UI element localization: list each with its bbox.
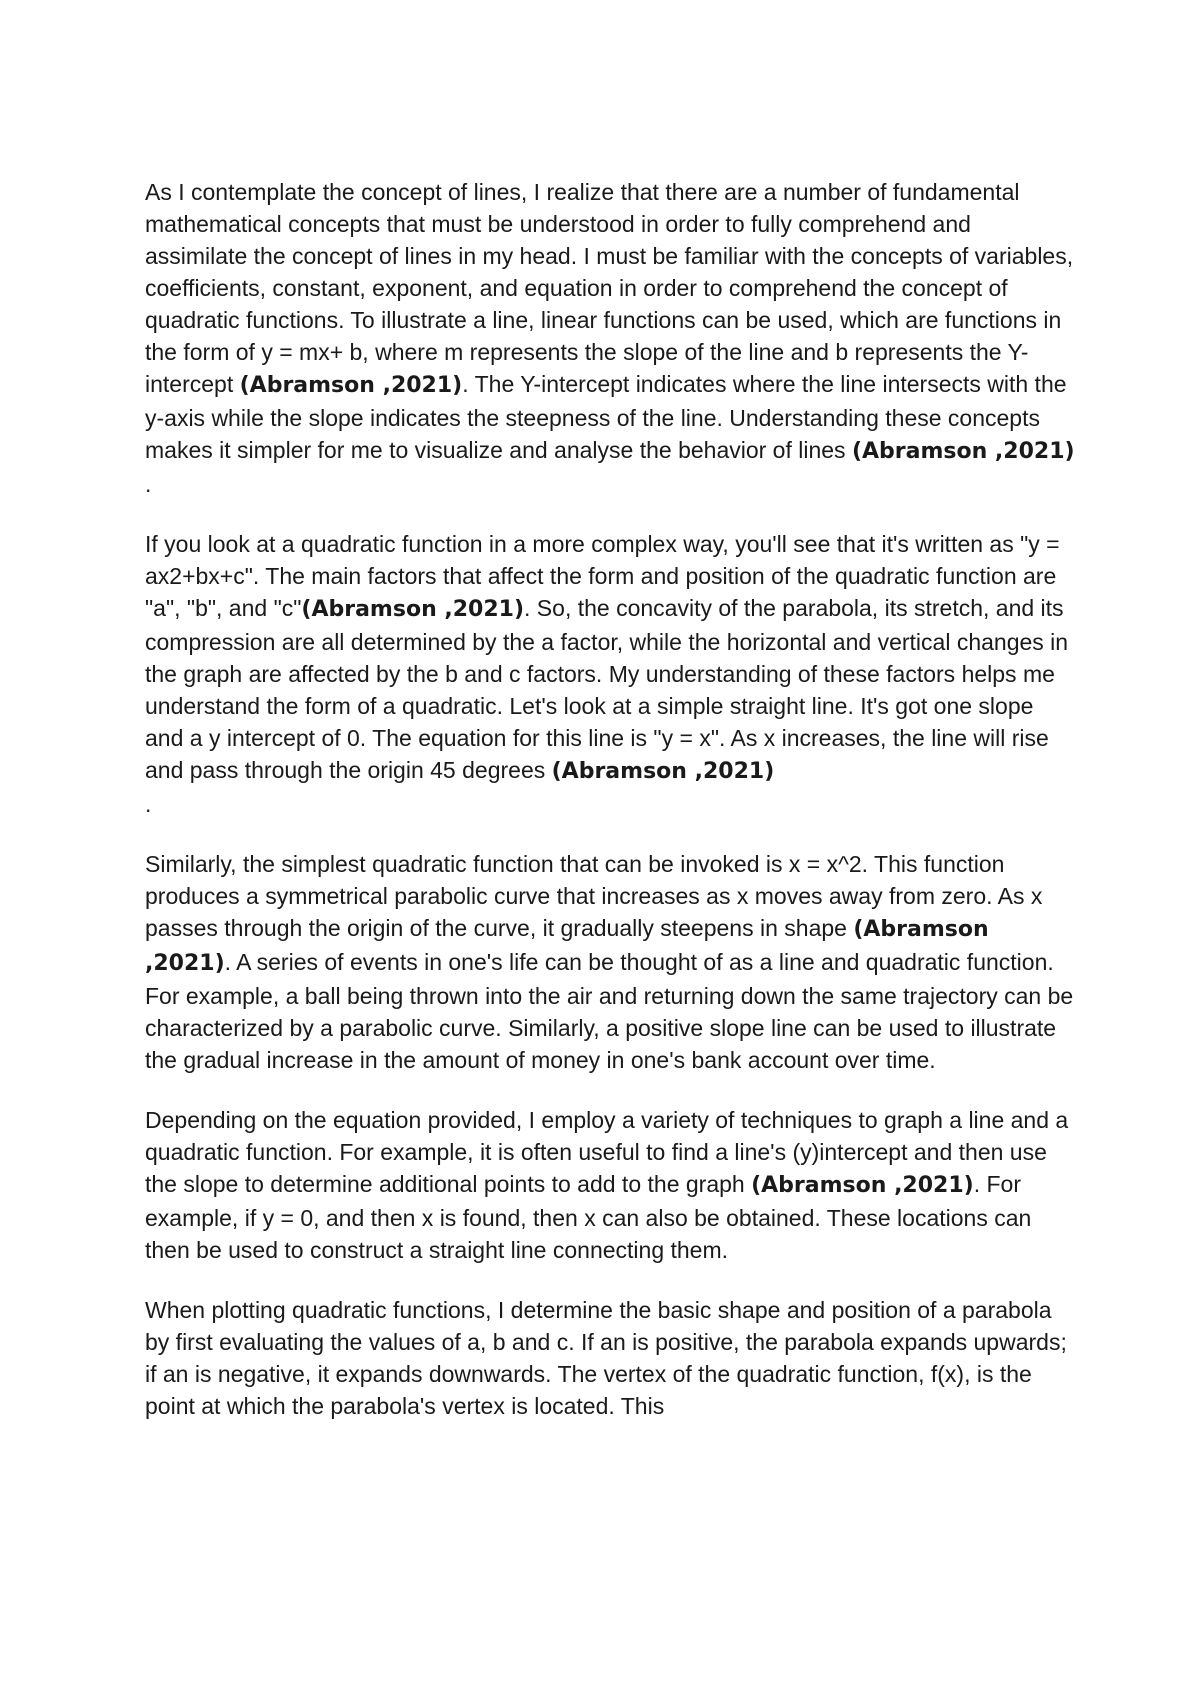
citation: (Abramson ,2021) xyxy=(551,759,775,784)
document-body xyxy=(145,176,1075,1422)
paragraph-text: Similarly, the simplest quadratic function that can be invoked is x = x^2. This function produces a symmetrical parabolic curve that increases as x moves away from zero. As x passes through the origin of the curve, it gradually steepens in shape xyxy=(145,851,1043,941)
paragraph-spacer xyxy=(145,500,1075,528)
paragraph-spacer xyxy=(145,820,1075,848)
stray-period: . xyxy=(145,791,152,817)
paragraph-text: If you look at a quadratic function in a more complex way, you'll see that it's written as "y = ax2+bx+c". The main factors that affect the form and position of the quadratic function are "a", "b", and "c" xyxy=(145,531,1060,621)
paragraph-graphing-techniques xyxy=(145,1104,1075,1266)
paragraph-lines-concept xyxy=(145,176,1075,468)
paragraph-text: When plotting quadratic functions, I determine the basic shape and position of a parabola by first evaluating the values of a, b and c. If an is positive, the parabola expands upwards; if an is negative, it expands downwards. The vertex of the quadratic function, f(x), is the point at which the parabola's vertex is located. This xyxy=(145,1297,1067,1419)
citation: (Abramson ,2021) xyxy=(239,373,463,398)
paragraph-plotting-quadratics xyxy=(145,1294,1075,1422)
stray-period: . xyxy=(145,471,152,497)
citation: (Abramson ,2021) xyxy=(851,439,1075,464)
paragraph-text: . The Y-intercept indicates where the line intersects with the y-axis while the slope indicates the steepness of the line. Understanding these concepts makes it simpler for me to visualize and analyse the behavior of lines xyxy=(145,371,1067,463)
paragraph-spacer xyxy=(145,1266,1075,1294)
paragraph-text: . A series of events in one's life can be thought of as a line and quadratic function. For example, a ball being thrown into the air and returning down the same trajectory can be characterized by a parabolic curve. Similarly, a positive slope line can be used to illustrate the gradual increase in the amount of money in one's bank account over time. xyxy=(145,949,1074,1073)
citation: (Abramson ,2021) xyxy=(301,597,525,622)
citation: (Abramson ,2021) xyxy=(751,1173,974,1198)
paragraph-text: . For example, if y = 0, and then x is found, then x can also be obtained. These locations can then be used to construct a straight line connecting them. xyxy=(145,1171,1032,1263)
paragraph-simplest-quadratic xyxy=(145,848,1075,1076)
citation: (Abramson ,2021) xyxy=(145,917,989,976)
paragraph-quadratic-form xyxy=(145,528,1075,788)
paragraph-text: . So, the concavity of the parabola, its stretch, and its compression are all determined by the a factor, while the horizontal and vertical changes in the graph are affected by the b and c factors. My understanding of these factors helps me understand the form of a quadratic. Let's look at a simple straight line. It's got one slope and a y intercept of 0. The equation for this line is "y = x". As x increases, the line will rise and pass through the origin 45 degrees xyxy=(145,595,1069,783)
paragraph-text: As I contemplate the concept of lines, I realize that there are a number of fundamental mathematical concepts that must be understood in order to fully comprehend and assimilate the concept of lines in my head. I must be familiar with the concepts of variables, coefficients, constant, exponent, and equation in order to comprehend the concept of quadratic functions. To illustrate a line, linear functions can be used, which are functions in the form of y = mx+ b, where m represents the slope of the line and b represents the Y-intercept xyxy=(145,179,1074,397)
paragraph-text: Depending on the equation provided, I employ a variety of techniques to graph a line and a quadratic function. For example, it is often useful to find a line's (y)intercept and then use the slope to determine additional points to add to the graph xyxy=(145,1107,1069,1197)
paragraph-spacer xyxy=(145,1076,1075,1104)
